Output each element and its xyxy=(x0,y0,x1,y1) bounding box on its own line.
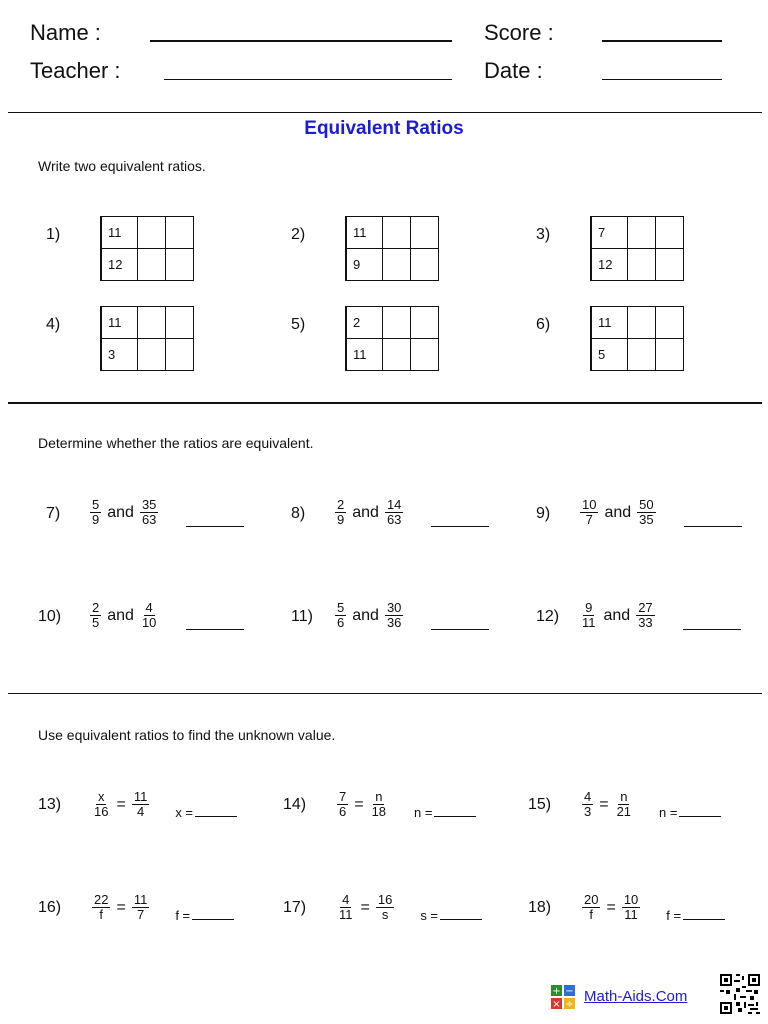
answer-cell[interactable] xyxy=(655,217,683,249)
numerator: 11 xyxy=(133,789,148,804)
answer-cell[interactable] xyxy=(165,217,193,249)
fraction-b xyxy=(376,893,394,922)
problem-number: 1) xyxy=(46,226,61,243)
fraction-a xyxy=(335,498,346,527)
numerator: x xyxy=(97,789,105,804)
numerator: 5 xyxy=(337,600,345,615)
numerator: 30 xyxy=(386,600,402,615)
answer-blank[interactable] xyxy=(683,918,725,920)
answer-cell[interactable] xyxy=(410,339,438,371)
answer-blank[interactable] xyxy=(431,525,489,527)
denominator: 16 xyxy=(94,804,109,819)
numerator: 4 xyxy=(342,892,350,907)
numerator: 4 xyxy=(145,600,153,615)
denominator: 3 xyxy=(584,804,592,819)
problem-number: 9) xyxy=(536,505,551,522)
ratio-value: 11 xyxy=(101,217,137,249)
ratio-table xyxy=(100,216,194,281)
numerator: 4 xyxy=(584,789,592,804)
answer-cell[interactable] xyxy=(655,249,683,281)
equals-sign: = xyxy=(354,795,364,813)
answer-cell[interactable] xyxy=(137,217,165,249)
ratio-table xyxy=(590,216,684,281)
svg-text:×: × xyxy=(552,999,561,1009)
fraction-a xyxy=(582,893,600,922)
fraction-b xyxy=(622,893,640,922)
denominator: 5 xyxy=(92,615,100,630)
ratio-value: 12 xyxy=(591,249,627,281)
equals-sign: = xyxy=(599,795,609,813)
unknown-problem xyxy=(580,790,721,820)
answer-cell[interactable] xyxy=(382,307,410,339)
denominator: 36 xyxy=(386,615,402,630)
denominator: 9 xyxy=(92,512,100,527)
unknown-problem xyxy=(90,790,237,820)
unknown-problem xyxy=(335,790,476,820)
equals-sign: = xyxy=(116,795,126,813)
score-label: Score : xyxy=(484,20,554,45)
answer-blank[interactable] xyxy=(684,525,742,527)
denominator: 11 xyxy=(339,907,353,922)
answer-cell[interactable] xyxy=(410,307,438,339)
ratio-table xyxy=(345,216,439,281)
fraction-b xyxy=(140,601,158,630)
numerator: n xyxy=(375,789,383,804)
unknown-variable: n = xyxy=(414,804,433,820)
numerator: 7 xyxy=(339,789,347,804)
problem-number: 14) xyxy=(283,796,307,813)
fraction-b xyxy=(140,498,158,527)
denominator: 6 xyxy=(339,804,347,819)
problem-number: 5) xyxy=(291,316,306,333)
answer-cell[interactable] xyxy=(165,339,193,371)
problem-number: 8) xyxy=(291,505,306,522)
qr-code-icon xyxy=(720,974,760,1014)
ratio-value: 3 xyxy=(101,339,137,371)
unknown-variable: n = xyxy=(659,804,678,820)
ratio-value: 12 xyxy=(101,249,137,281)
fraction-b xyxy=(132,790,150,819)
problem-number: 3) xyxy=(536,226,551,243)
unknown-problem xyxy=(335,893,482,923)
answer-blank[interactable] xyxy=(440,918,482,920)
and-word: and xyxy=(107,503,134,521)
equiv-problem xyxy=(333,498,489,527)
ratio-value: 5 xyxy=(591,339,627,371)
equals-sign: = xyxy=(606,898,616,916)
denominator: 11 xyxy=(624,907,638,922)
ratio-value: 11 xyxy=(346,339,382,371)
numerator: 16 xyxy=(377,892,393,907)
numerator: 2 xyxy=(92,600,100,615)
ratio-value: 11 xyxy=(346,217,382,249)
problem-number: 6) xyxy=(536,316,551,333)
ratio-table xyxy=(590,306,684,371)
section-2-instruction: Determine whether the ratios are equivalent. xyxy=(38,435,314,451)
section-1-instruction: Write two equivalent ratios. xyxy=(38,158,206,174)
denominator: 63 xyxy=(386,512,402,527)
page-title: Equivalent Ratios xyxy=(304,118,464,139)
problem-number: 17) xyxy=(283,899,307,916)
answer-cell[interactable] xyxy=(382,249,410,281)
denominator: 18 xyxy=(371,804,387,819)
fraction-a xyxy=(580,601,598,630)
problem-number: 13) xyxy=(38,796,62,813)
answer-cell[interactable] xyxy=(655,307,683,339)
answer-blank[interactable] xyxy=(683,628,741,630)
date-line[interactable] xyxy=(602,79,722,80)
numerator: 50 xyxy=(639,497,654,512)
denominator: f xyxy=(589,907,594,922)
denominator: s xyxy=(381,907,389,922)
header-divider xyxy=(8,112,762,113)
answer-cell[interactable] xyxy=(137,249,165,281)
svg-text:÷: ÷ xyxy=(565,999,574,1009)
numerator: 14 xyxy=(386,497,402,512)
denominator: 35 xyxy=(639,512,654,527)
numerator: 5 xyxy=(92,497,100,512)
numerator: 11 xyxy=(133,892,148,907)
name-label: Name : xyxy=(30,20,101,45)
answer-cell[interactable] xyxy=(627,217,655,249)
numerator: 35 xyxy=(141,497,157,512)
ratio-table xyxy=(100,306,194,371)
teacher-label: Teacher : xyxy=(30,58,121,83)
and-word: and xyxy=(604,503,632,521)
answer-blank[interactable] xyxy=(186,628,244,630)
numerator: 10 xyxy=(623,892,639,907)
answer-cell[interactable] xyxy=(410,249,438,281)
section-1-divider xyxy=(8,402,762,404)
equals-sign: = xyxy=(360,898,370,916)
unknown-problem xyxy=(90,893,234,923)
score-line[interactable] xyxy=(602,40,722,42)
svg-text:−: − xyxy=(565,986,574,997)
unknown-variable: f = xyxy=(666,907,682,923)
problem-number: 7) xyxy=(46,505,61,522)
calculator-icon xyxy=(551,985,575,1009)
name-line[interactable] xyxy=(150,40,452,42)
answer-blank[interactable] xyxy=(186,525,244,527)
denominator: 4 xyxy=(136,804,145,819)
answer-cell[interactable] xyxy=(627,249,655,281)
problem-number: 2) xyxy=(291,226,306,243)
numerator: 10 xyxy=(582,497,597,512)
problem-number: 18) xyxy=(528,899,552,916)
answer-cell[interactable] xyxy=(382,217,410,249)
answer-cell[interactable] xyxy=(410,217,438,249)
date-label: Date : xyxy=(484,58,543,83)
ratio-value: 2 xyxy=(346,307,382,339)
unknown-problem xyxy=(580,893,725,923)
answer-blank[interactable] xyxy=(192,918,234,920)
problem-number: 15) xyxy=(528,796,552,813)
fraction-a xyxy=(582,790,593,819)
denominator: 11 xyxy=(582,615,596,630)
fraction-b xyxy=(385,498,403,527)
fraction-a xyxy=(92,790,110,819)
answer-cell[interactable] xyxy=(655,339,683,371)
numerator: 27 xyxy=(638,600,653,615)
denominator: 21 xyxy=(616,804,632,819)
answer-cell[interactable] xyxy=(137,307,165,339)
fraction-a xyxy=(580,498,598,527)
math-aids-link[interactable]: Math-Aids.Com xyxy=(584,988,688,1005)
equiv-problem xyxy=(578,498,742,527)
denominator: 63 xyxy=(141,512,157,527)
numerator: 2 xyxy=(337,497,345,512)
ratio-value: 7 xyxy=(591,217,627,249)
answer-blank[interactable] xyxy=(431,628,489,630)
answer-cell[interactable] xyxy=(627,307,655,339)
unknown-variable: f = xyxy=(175,907,191,923)
denominator: 33 xyxy=(638,615,653,630)
answer-cell[interactable] xyxy=(165,249,193,281)
section-3-instruction: Use equivalent ratios to find the unknown value. xyxy=(38,727,336,743)
and-word: and xyxy=(352,606,379,624)
fraction-a xyxy=(337,893,355,922)
denominator: 6 xyxy=(337,615,345,630)
denominator: 7 xyxy=(585,512,593,527)
equiv-problem xyxy=(88,601,244,630)
answer-blank[interactable] xyxy=(679,815,721,817)
fraction-b xyxy=(132,893,150,922)
answer-blank[interactable] xyxy=(195,815,237,817)
and-word: and xyxy=(107,606,134,624)
svg-text:+: + xyxy=(552,986,561,997)
fraction-b xyxy=(385,601,403,630)
denominator: 9 xyxy=(337,512,345,527)
numerator: n xyxy=(620,789,628,804)
problem-number: 12) xyxy=(536,608,560,625)
answer-cell[interactable] xyxy=(382,339,410,371)
equals-sign: = xyxy=(116,898,126,916)
equiv-problem xyxy=(578,601,741,630)
unknown-variable: x = xyxy=(175,804,194,820)
answer-cell[interactable] xyxy=(165,307,193,339)
fraction-a xyxy=(92,893,110,922)
answer-cell[interactable] xyxy=(137,339,165,371)
fraction-a xyxy=(90,498,101,527)
problem-number: 4) xyxy=(46,316,61,333)
equiv-problem xyxy=(333,601,489,630)
denominator: 10 xyxy=(141,615,157,630)
denominator: f xyxy=(99,907,104,922)
fraction-b xyxy=(636,601,654,630)
unknown-variable: s = xyxy=(420,907,439,923)
numerator: 9 xyxy=(585,600,593,615)
section-2-divider xyxy=(8,693,762,694)
ratio-value: 11 xyxy=(591,307,627,339)
answer-cell[interactable] xyxy=(627,339,655,371)
problem-number: 11) xyxy=(291,608,313,625)
fraction-b xyxy=(637,498,655,527)
fraction-a xyxy=(335,601,346,630)
problem-number: 16) xyxy=(38,899,62,916)
ratio-value: 9 xyxy=(346,249,382,281)
teacher-line[interactable] xyxy=(164,79,452,80)
ratio-value: 11 xyxy=(101,307,137,339)
problem-number: 10) xyxy=(38,608,62,625)
ratio-table xyxy=(345,306,439,371)
denominator: 7 xyxy=(136,907,145,922)
fraction-a xyxy=(90,601,101,630)
numerator: 20 xyxy=(584,892,599,907)
and-word: and xyxy=(352,503,379,521)
numerator: 22 xyxy=(94,892,109,907)
and-word: and xyxy=(603,606,631,624)
fraction-b xyxy=(615,790,633,819)
answer-blank[interactable] xyxy=(434,815,476,817)
fraction-b xyxy=(370,790,388,819)
equiv-problem xyxy=(88,498,244,527)
fraction-a xyxy=(337,790,348,819)
